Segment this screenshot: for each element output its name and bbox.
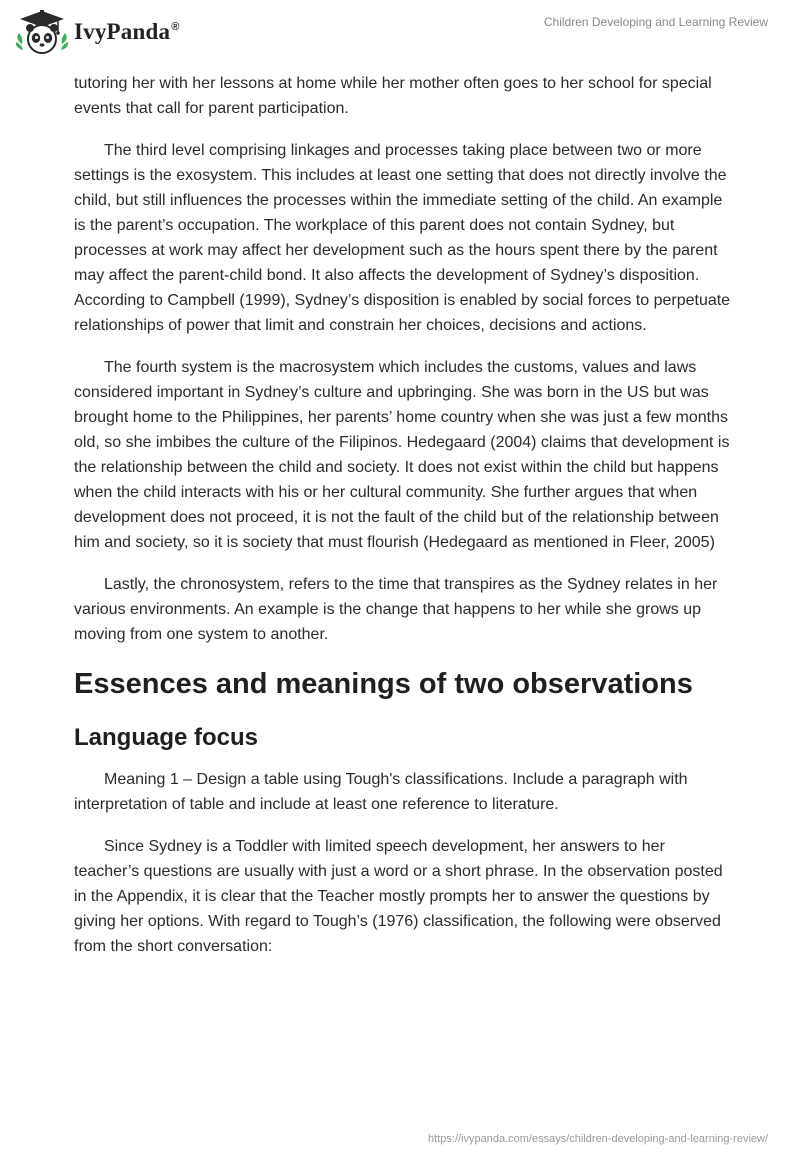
- paragraph-continuation: tutoring her with her lessons at home while her mother often goes to her school for special events that call for parent participation.: [74, 75, 712, 117]
- document-title: Children Developing and Learning Review: [543, 15, 768, 29]
- subsection-heading: Language focus: [74, 724, 259, 751]
- page-header: [0, 0, 800, 64]
- paragraph-meaning-1: Meaning 1 – Design a table using Tough's classifications. Include a paragraph with interpretation of table and include at least one reference to literature.: [74, 771, 688, 813]
- paragraph-language-observation: Since Sydney is a Toddler with limited speech development, her answers to her teacher’s questions are usually with just a word or a short phrase. In the observation posted in the Appendix, it is clear that the Teacher mostly prompts her to answer the questions by giving her options. With regard to Tough’s (1976) classification, the following were observed from the short conversation:: [74, 838, 723, 955]
- essay-body: [74, 71, 734, 976]
- section-heading: Essences and meanings of two observations: [74, 668, 693, 700]
- registered-mark: ®: [171, 21, 180, 34]
- paragraph-macrosystem: The fourth system is the macrosystem which includes the customs, values and laws considered important in Sydney’s culture and upbringing. She was born in the US but was brought home to the Philippines, her parents’ home country when she was just a few months old, so she imbibes the culture of the Filipinos. Hedegaard (2004) claims that development is the relationship between the child and society. It does not exist within the child but happens when the child interacts with his or her cultural community. She further argues that when development does not proceed, it is not the fault of the child but of the relationship between him and society, so it is society that must flourish (Hedegaard as mentioned in Fleer, 2005): [74, 359, 730, 551]
- brand-name: IvyPanda®: [74, 19, 180, 44]
- paragraph-chronosystem: Lastly, the chronosystem, refers to the time that transpires as the Sydney relates in her various environments. An example is the change that happens to her while she grows up moving from one system to another.: [74, 576, 718, 643]
- panda-graduate-icon: [14, 8, 70, 56]
- ivypanda-logo[interactable]: [14, 8, 180, 56]
- paragraph-exosystem: The third level comprising linkages and processes taking place between two or more settings is the exosystem. This includes at least one setting that does not directly involve the child, but still influences the processes within the immediate setting of the child. An example is the parent’s occupation. The workplace of this parent does not contain Sydney, but processes at work may affect her development such as the hours spent there by the parent may affect the parent-child bond. It also affects the development of Sydney’s disposition. According to Campbell (1999), Sydney’s disposition is enabled by social forces to perpetuate relationships of power that limit and constrain her choices, decisions and actions.: [74, 142, 731, 334]
- source-url[interactable]: https://ivypanda.com/essays/children-developing-and-learning-review/: [428, 1133, 768, 1145]
